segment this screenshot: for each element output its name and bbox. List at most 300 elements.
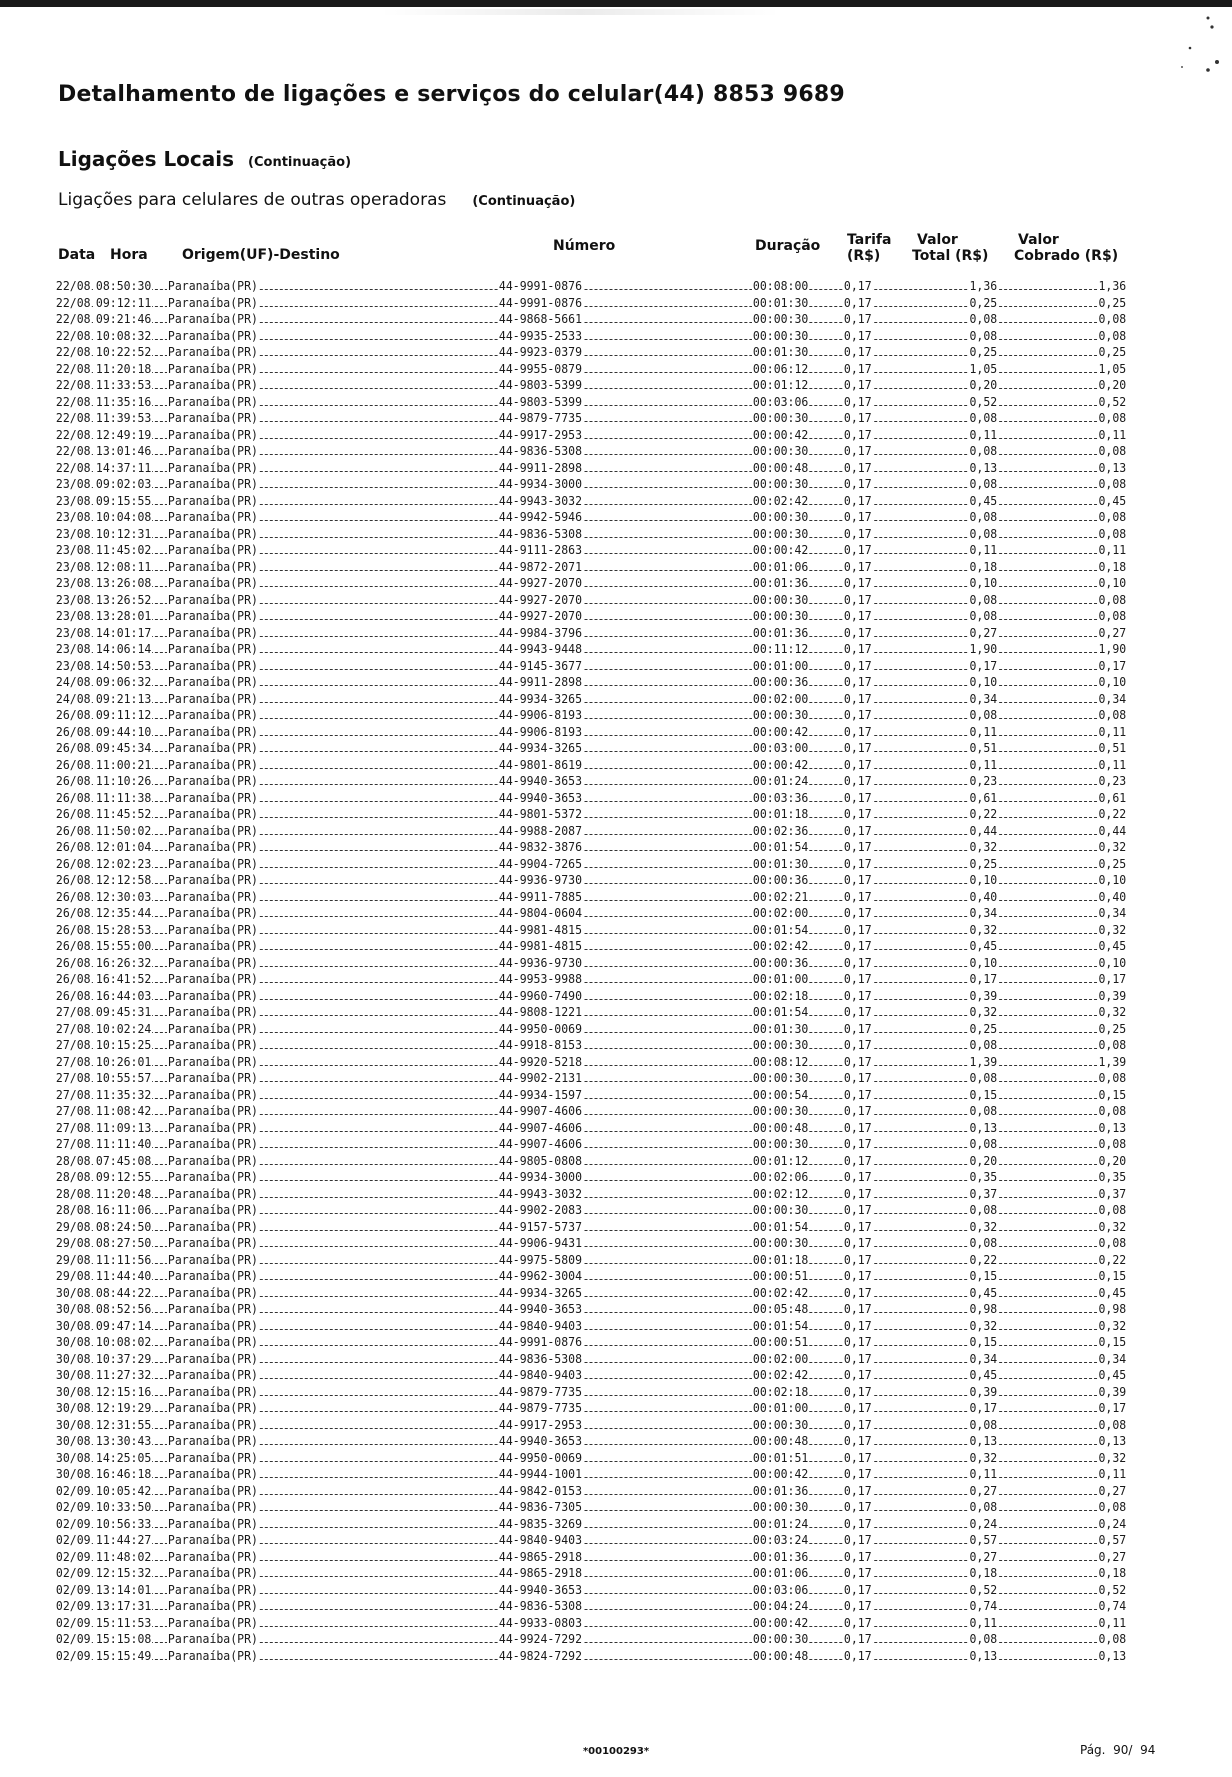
cell-hora: 12:08:11 bbox=[95, 558, 152, 574]
cell-data: 26/08 bbox=[55, 707, 91, 722]
table-row bbox=[55, 542, 1127, 559]
cell-origem: Paranaíba(PR) bbox=[167, 294, 258, 310]
cell-duracao: 00:00:42 bbox=[752, 756, 809, 772]
cell-valor-cobrado: 0,27 bbox=[1098, 1548, 1127, 1564]
cell-valor-cobrado: 0,11 bbox=[1098, 542, 1127, 557]
table-row bbox=[55, 1648, 1127, 1665]
table-row bbox=[55, 1516, 1127, 1533]
cell-duracao: 00:01:54 bbox=[752, 921, 809, 937]
cell-numero: 44-9836-5308 bbox=[498, 1350, 583, 1366]
table-row bbox=[55, 1598, 1127, 1615]
cell-tarifa: 0,17 bbox=[843, 410, 872, 425]
cell-numero: 44-9836-5308 bbox=[498, 1598, 583, 1613]
cell-numero: 44-9840-9403 bbox=[498, 1532, 583, 1547]
cell-valor-cobrado: 0,08 bbox=[1098, 525, 1127, 541]
cell-numero: 44-9940-3653 bbox=[498, 773, 583, 788]
cell-valor-total: 0,08 bbox=[969, 1070, 998, 1085]
cell-valor-total: 0,45 bbox=[969, 938, 998, 953]
table-row bbox=[55, 476, 1127, 493]
cell-duracao: 00:00:48 bbox=[752, 1119, 809, 1135]
cell-hora: 10:26:01 bbox=[95, 1053, 152, 1069]
cell-valor-cobrado: 0,08 bbox=[1098, 1103, 1127, 1118]
cell-hora: 07:45:08 bbox=[95, 1152, 152, 1168]
cell-origem: Paranaíba(PR) bbox=[167, 905, 258, 920]
cell-hora: 16:41:52 bbox=[95, 971, 152, 986]
cell-duracao: 00:01:54 bbox=[752, 1218, 809, 1234]
cell-data: 30/08 bbox=[55, 1301, 91, 1316]
cell-valor-total: 0,08 bbox=[969, 443, 998, 458]
cell-valor-cobrado: 0,45 bbox=[1098, 1284, 1127, 1300]
cell-valor-cobrado: 0,57 bbox=[1098, 1532, 1127, 1547]
table-row bbox=[55, 988, 1127, 1005]
page-sep: / bbox=[1128, 1743, 1133, 1757]
cell-numero: 44-9917-2953 bbox=[498, 426, 583, 442]
cell-tarifa: 0,17 bbox=[843, 1103, 872, 1118]
cell-valor-cobrado: 0,13 bbox=[1098, 1647, 1127, 1663]
cell-origem: Paranaíba(PR) bbox=[167, 1103, 258, 1118]
cell-numero: 44-9917-2953 bbox=[498, 1416, 583, 1432]
cell-numero: 44-9801-5372 bbox=[498, 806, 583, 821]
cell-duracao: 00:00:30 bbox=[752, 1631, 809, 1646]
cell-origem: Paranaíba(PR) bbox=[167, 1631, 258, 1646]
cell-hora: 11:20:48 bbox=[95, 1185, 152, 1201]
cell-numero: 44-9920-5218 bbox=[498, 1053, 583, 1069]
cell-origem: Paranaíba(PR) bbox=[167, 1169, 258, 1184]
cell-origem: Paranaíba(PR) bbox=[167, 1235, 258, 1250]
cell-valor-cobrado: 0,15 bbox=[1098, 1334, 1127, 1349]
cell-valor-cobrado: 0,08 bbox=[1098, 311, 1127, 326]
cell-valor-total: 0,11 bbox=[969, 426, 998, 442]
cell-data: 23/08 bbox=[55, 624, 91, 640]
col-header-hora: Hora bbox=[110, 247, 148, 263]
cell-origem: Paranaíba(PR) bbox=[167, 1136, 258, 1151]
cell-hora: 13:01:46 bbox=[95, 443, 152, 458]
table-row bbox=[55, 1615, 1127, 1632]
cell-duracao: 00:03:00 bbox=[752, 740, 809, 755]
cell-tarifa: 0,17 bbox=[843, 657, 872, 673]
cell-tarifa: 0,17 bbox=[843, 1383, 872, 1399]
cell-hora: 16:11:06 bbox=[95, 1202, 152, 1217]
cell-valor-total: 0,13 bbox=[969, 1119, 998, 1135]
cell-valor-total: 0,22 bbox=[969, 1251, 998, 1267]
cell-origem: Paranaíba(PR) bbox=[167, 377, 258, 392]
cell-tarifa: 0,17 bbox=[843, 1235, 872, 1250]
cell-tarifa: 0,17 bbox=[843, 558, 872, 574]
table-row bbox=[55, 922, 1127, 939]
cell-hora: 12:12:58 bbox=[95, 872, 152, 887]
cell-data: 29/08 bbox=[55, 1251, 91, 1267]
col-header-valor-cobrado-unit: (R$) bbox=[1084, 248, 1119, 264]
cell-tarifa: 0,17 bbox=[843, 674, 872, 689]
cell-hora: 16:44:03 bbox=[95, 987, 152, 1003]
cell-hora: 10:08:02 bbox=[95, 1334, 152, 1349]
cell-tarifa: 0,17 bbox=[843, 1317, 872, 1333]
cell-tarifa: 0,17 bbox=[843, 591, 872, 607]
cell-origem: Paranaíba(PR) bbox=[167, 690, 258, 706]
cell-numero: 44-9906-8193 bbox=[498, 723, 583, 739]
cell-hora: 11:11:38 bbox=[95, 789, 152, 805]
cell-data: 27/08 bbox=[55, 1086, 91, 1102]
cell-hora: 11:27:32 bbox=[95, 1367, 152, 1382]
cell-numero: 44-9943-9448 bbox=[498, 641, 583, 656]
cell-data: 26/08 bbox=[55, 888, 91, 904]
table-row bbox=[55, 526, 1127, 543]
cell-valor-cobrado: 0,61 bbox=[1098, 789, 1127, 805]
cell-duracao: 00:00:30 bbox=[752, 1136, 809, 1151]
cell-duracao: 00:00:30 bbox=[752, 707, 809, 722]
cell-data: 26/08 bbox=[55, 822, 91, 838]
cell-valor-total: 1,90 bbox=[969, 641, 998, 656]
cell-duracao: 00:00:36 bbox=[752, 872, 809, 887]
cell-tarifa: 0,17 bbox=[843, 756, 872, 772]
cell-data: 30/08 bbox=[55, 1416, 91, 1432]
cell-valor-cobrado: 0,45 bbox=[1098, 1367, 1127, 1382]
table-row bbox=[55, 674, 1127, 691]
cell-numero: 44-9803-5399 bbox=[498, 393, 583, 409]
cell-tarifa: 0,17 bbox=[843, 393, 872, 409]
cell-origem: Paranaíba(PR) bbox=[167, 1449, 258, 1465]
table-row bbox=[55, 905, 1127, 922]
cell-hora: 10:02:24 bbox=[95, 1020, 152, 1036]
cell-data: 28/08 bbox=[55, 1169, 91, 1184]
cell-numero: 44-9111-2863 bbox=[498, 542, 583, 557]
cell-origem: Paranaíba(PR) bbox=[167, 806, 258, 821]
cell-valor-total: 0,34 bbox=[969, 1350, 998, 1366]
cell-valor-total: 0,27 bbox=[969, 624, 998, 640]
cell-tarifa: 0,17 bbox=[843, 1466, 872, 1481]
cell-valor-total: 0,08 bbox=[969, 1631, 998, 1646]
cell-valor-total: 0,52 bbox=[969, 1581, 998, 1597]
cell-duracao: 00:01:36 bbox=[752, 1548, 809, 1564]
cell-origem: Paranaíba(PR) bbox=[167, 591, 258, 607]
cell-valor-cobrado: 0,10 bbox=[1098, 674, 1127, 689]
cell-valor-total: 0,39 bbox=[969, 987, 998, 1003]
cell-valor-cobrado: 0,11 bbox=[1098, 1466, 1127, 1481]
cell-tarifa: 0,17 bbox=[843, 327, 872, 343]
cell-valor-cobrado: 0,08 bbox=[1098, 410, 1127, 425]
cell-hora: 11:48:02 bbox=[95, 1548, 152, 1564]
table-row bbox=[55, 1483, 1127, 1500]
cell-origem: Paranaíba(PR) bbox=[167, 1152, 258, 1168]
cell-origem: Paranaíba(PR) bbox=[167, 278, 258, 293]
cell-data: 30/08 bbox=[55, 1317, 91, 1333]
cell-valor-total: 0,34 bbox=[969, 905, 998, 920]
cell-tarifa: 0,17 bbox=[843, 1268, 872, 1283]
cell-hora: 13:28:01 bbox=[95, 608, 152, 623]
cell-valor-total: 0,32 bbox=[969, 1317, 998, 1333]
table-row bbox=[55, 575, 1127, 592]
scan-top-edge bbox=[0, 0, 1232, 7]
cell-numero: 44-9805-0808 bbox=[498, 1152, 583, 1168]
cell-duracao: 00:02:42 bbox=[752, 1367, 809, 1382]
cell-data: 28/08 bbox=[55, 1202, 91, 1217]
cell-valor-total: 0,18 bbox=[969, 558, 998, 574]
table-row bbox=[55, 823, 1127, 840]
cell-hora: 09:11:12 bbox=[95, 707, 152, 722]
cell-data: 27/08 bbox=[55, 1119, 91, 1135]
cell-data: 27/08 bbox=[55, 1020, 91, 1036]
cell-valor-total: 0,45 bbox=[969, 492, 998, 508]
cell-numero: 44-9940-3653 bbox=[498, 1433, 583, 1448]
col-header-origem: Origem(UF)-Destino bbox=[182, 247, 340, 263]
cell-numero: 44-9157-5737 bbox=[498, 1218, 583, 1234]
cell-valor-total: 0,25 bbox=[969, 1020, 998, 1036]
cell-data: 26/08 bbox=[55, 773, 91, 788]
table-row bbox=[55, 872, 1127, 889]
cell-valor-total: 0,11 bbox=[969, 756, 998, 772]
cell-tarifa: 0,17 bbox=[843, 971, 872, 986]
cell-duracao: 00:00:36 bbox=[752, 674, 809, 689]
col-header-valor-cobrado-word: Cobrado bbox=[1014, 248, 1080, 264]
table-row bbox=[55, 658, 1127, 675]
cell-origem: Paranaíba(PR) bbox=[167, 393, 258, 409]
cell-data: 29/08 bbox=[55, 1268, 91, 1283]
cell-origem: Paranaíba(PR) bbox=[167, 1367, 258, 1382]
cell-origem: Paranaíba(PR) bbox=[167, 1317, 258, 1333]
cell-duracao: 00:01:12 bbox=[752, 1152, 809, 1168]
table-row bbox=[55, 641, 1127, 658]
cell-hora: 08:44:22 bbox=[95, 1284, 152, 1300]
cell-origem: Paranaíba(PR) bbox=[167, 1070, 258, 1085]
cell-hora: 11:10:26 bbox=[95, 773, 152, 788]
cell-duracao: 00:03:06 bbox=[752, 393, 809, 409]
cell-valor-total: 0,08 bbox=[969, 1499, 998, 1514]
section-continuation: (Continuação) bbox=[248, 155, 352, 170]
cell-valor-cobrado: 0,08 bbox=[1098, 707, 1127, 722]
cell-valor-total: 0,20 bbox=[969, 1152, 998, 1168]
cell-tarifa: 0,17 bbox=[843, 443, 872, 458]
cell-hora: 09:21:46 bbox=[95, 311, 152, 326]
cell-duracao: 00:01:30 bbox=[752, 344, 809, 359]
cell-hora: 11:45:02 bbox=[95, 542, 152, 557]
cell-duracao: 00:00:30 bbox=[752, 509, 809, 524]
cell-hora: 12:01:04 bbox=[95, 839, 152, 854]
cell-origem: Paranaíba(PR) bbox=[167, 344, 258, 359]
cell-duracao: 00:00:42 bbox=[752, 1614, 809, 1630]
cell-valor-total: 0,13 bbox=[969, 1433, 998, 1448]
cell-valor-cobrado: 0,08 bbox=[1098, 443, 1127, 458]
cell-duracao: 00:01:18 bbox=[752, 806, 809, 821]
cell-valor-total: 0,52 bbox=[969, 393, 998, 409]
cell-tarifa: 0,17 bbox=[843, 1301, 872, 1316]
cell-origem: Paranaíba(PR) bbox=[167, 641, 258, 656]
cell-numero: 44-9940-3653 bbox=[498, 1581, 583, 1597]
cell-data: 30/08 bbox=[55, 1350, 91, 1366]
cell-tarifa: 0,17 bbox=[843, 1070, 872, 1085]
cell-hora: 09:44:10 bbox=[95, 723, 152, 739]
cell-hora: 09:45:31 bbox=[95, 1004, 152, 1019]
cell-valor-cobrado: 0,34 bbox=[1098, 690, 1127, 706]
cell-tarifa: 0,17 bbox=[843, 1037, 872, 1052]
table-row bbox=[55, 806, 1127, 823]
cell-data: 26/08 bbox=[55, 938, 91, 953]
cell-numero: 44-9940-3653 bbox=[498, 1301, 583, 1316]
cell-data: 27/08 bbox=[55, 1037, 91, 1052]
cell-numero: 44-9911-2898 bbox=[498, 674, 583, 689]
cell-hora: 12:19:29 bbox=[95, 1400, 152, 1415]
cell-duracao: 00:03:06 bbox=[752, 1581, 809, 1597]
section-name: Ligações Locais bbox=[58, 147, 235, 171]
cell-origem: Paranaíba(PR) bbox=[167, 410, 258, 425]
cell-numero: 44-9868-5661 bbox=[498, 311, 583, 326]
cell-valor-cobrado: 0,32 bbox=[1098, 1449, 1127, 1465]
cell-tarifa: 0,17 bbox=[843, 1532, 872, 1547]
cell-duracao: 00:00:30 bbox=[752, 1235, 809, 1250]
cell-valor-total: 0,17 bbox=[969, 971, 998, 986]
cell-duracao: 00:02:42 bbox=[752, 492, 809, 508]
cell-duracao: 00:00:48 bbox=[752, 1647, 809, 1663]
cell-hora: 08:52:56 bbox=[95, 1301, 152, 1316]
cell-numero: 44-9955-0879 bbox=[498, 360, 583, 376]
cell-hora: 15:15:49 bbox=[95, 1647, 152, 1663]
cell-numero: 44-9936-9730 bbox=[498, 872, 583, 887]
cell-duracao: 00:00:42 bbox=[752, 1466, 809, 1481]
cell-data: 30/08 bbox=[55, 1383, 91, 1399]
cell-valor-total: 0,10 bbox=[969, 872, 998, 887]
cell-valor-total: 1,36 bbox=[969, 278, 998, 293]
cell-tarifa: 0,17 bbox=[843, 905, 872, 920]
cell-origem: Paranaíba(PR) bbox=[167, 1268, 258, 1283]
cell-tarifa: 0,17 bbox=[843, 723, 872, 739]
cell-duracao: 00:01:12 bbox=[752, 377, 809, 392]
cell-valor-cobrado: 0,27 bbox=[1098, 624, 1127, 640]
cell-data: 28/08 bbox=[55, 1185, 91, 1201]
cell-data: 23/08 bbox=[55, 492, 91, 508]
cell-numero: 44-9842-0153 bbox=[498, 1482, 583, 1498]
cell-valor-total: 0,08 bbox=[969, 311, 998, 326]
cell-valor-cobrado: 1,90 bbox=[1098, 641, 1127, 656]
cell-numero: 44-9936-9730 bbox=[498, 954, 583, 970]
cell-data: 22/08 bbox=[55, 311, 91, 326]
cell-duracao: 00:00:42 bbox=[752, 426, 809, 442]
cell-data: 26/08 bbox=[55, 839, 91, 854]
cell-hora: 11:50:02 bbox=[95, 822, 152, 838]
table-row bbox=[55, 410, 1127, 427]
cell-valor-cobrado: 0,18 bbox=[1098, 1565, 1127, 1580]
cell-hora: 10:15:25 bbox=[95, 1037, 152, 1052]
cell-tarifa: 0,17 bbox=[843, 1119, 872, 1135]
table-row bbox=[55, 1565, 1127, 1582]
cell-data: 23/08 bbox=[55, 558, 91, 574]
cell-origem: Paranaíba(PR) bbox=[167, 789, 258, 805]
cell-data: 24/08 bbox=[55, 674, 91, 689]
table-row bbox=[55, 1367, 1127, 1384]
cell-data: 30/08 bbox=[55, 1433, 91, 1448]
cell-hora: 12:15:16 bbox=[95, 1383, 152, 1399]
cell-hora: 15:15:08 bbox=[95, 1631, 152, 1646]
cell-numero: 44-9902-2131 bbox=[498, 1070, 583, 1085]
table-row bbox=[55, 1549, 1127, 1566]
cell-valor-cobrado: 0,20 bbox=[1098, 377, 1127, 392]
cell-origem: Paranaíba(PR) bbox=[167, 707, 258, 722]
cell-tarifa: 0,17 bbox=[843, 278, 872, 293]
table-row bbox=[55, 1334, 1127, 1351]
table-row bbox=[55, 790, 1127, 807]
cell-hora: 16:26:32 bbox=[95, 954, 152, 970]
cell-valor-cobrado: 0,08 bbox=[1098, 1631, 1127, 1646]
cell-duracao: 00:00:30 bbox=[752, 525, 809, 541]
cell-numero: 44-9804-0604 bbox=[498, 905, 583, 920]
cell-tarifa: 0,17 bbox=[843, 509, 872, 524]
cell-valor-cobrado: 0,08 bbox=[1098, 608, 1127, 623]
cell-duracao: 00:01:30 bbox=[752, 855, 809, 871]
cell-origem: Paranaíba(PR) bbox=[167, 360, 258, 376]
cell-valor-cobrado: 0,17 bbox=[1098, 1400, 1127, 1415]
table-row bbox=[55, 344, 1127, 361]
cell-valor-cobrado: 0,08 bbox=[1098, 476, 1127, 491]
cell-numero: 44-9942-5946 bbox=[498, 509, 583, 524]
cell-duracao: 00:00:30 bbox=[752, 1037, 809, 1052]
cell-data: 26/08 bbox=[55, 740, 91, 755]
cell-valor-cobrado: 1,39 bbox=[1098, 1053, 1127, 1069]
cell-duracao: 00:00:30 bbox=[752, 476, 809, 491]
cell-valor-cobrado: 0,98 bbox=[1098, 1301, 1127, 1316]
cell-data: 30/08 bbox=[55, 1367, 91, 1382]
cell-origem: Paranaíba(PR) bbox=[167, 1532, 258, 1547]
cell-hora: 09:12:55 bbox=[95, 1169, 152, 1184]
cell-data: 26/08 bbox=[55, 921, 91, 937]
cell-hora: 10:37:29 bbox=[95, 1350, 152, 1366]
cell-data: 02/09 bbox=[55, 1532, 91, 1547]
cell-valor-total: 0,08 bbox=[969, 1037, 998, 1052]
cell-hora: 12:35:44 bbox=[95, 905, 152, 920]
col-header-valor-total-label: Valor bbox=[917, 232, 958, 248]
cell-data: 27/08 bbox=[55, 1053, 91, 1069]
cell-valor-total: 0,08 bbox=[969, 608, 998, 623]
cell-duracao: 00:00:36 bbox=[752, 954, 809, 970]
cell-valor-total: 1,05 bbox=[969, 360, 998, 376]
cell-valor-cobrado: 0,51 bbox=[1098, 740, 1127, 755]
cell-numero: 44-9803-5399 bbox=[498, 377, 583, 392]
cell-duracao: 00:00:30 bbox=[752, 410, 809, 425]
cell-valor-cobrado: 0,52 bbox=[1098, 1581, 1127, 1597]
cell-data: 02/09 bbox=[55, 1581, 91, 1597]
cell-valor-total: 0,08 bbox=[969, 1235, 998, 1250]
cell-tarifa: 0,17 bbox=[843, 311, 872, 326]
table-row bbox=[55, 1136, 1127, 1153]
cell-tarifa: 0,17 bbox=[843, 1449, 872, 1465]
table-row bbox=[55, 955, 1127, 972]
cell-duracao: 00:01:54 bbox=[752, 839, 809, 854]
cell-data: 26/08 bbox=[55, 806, 91, 821]
cell-valor-cobrado: 0,39 bbox=[1098, 987, 1127, 1003]
cell-origem: Paranaíba(PR) bbox=[167, 1383, 258, 1399]
cell-valor-total: 0,32 bbox=[969, 1449, 998, 1465]
cell-numero: 44-9907-4606 bbox=[498, 1103, 583, 1118]
cell-numero: 44-9950-0069 bbox=[498, 1020, 583, 1036]
cell-duracao: 00:02:42 bbox=[752, 938, 809, 953]
cell-origem: Paranaíba(PR) bbox=[167, 987, 258, 1003]
cell-numero: 44-9934-1597 bbox=[498, 1086, 583, 1102]
cell-valor-cobrado: 0,24 bbox=[1098, 1515, 1127, 1531]
cell-duracao: 00:00:48 bbox=[752, 1433, 809, 1448]
cell-valor-total: 0,08 bbox=[969, 410, 998, 425]
cell-origem: Paranaíba(PR) bbox=[167, 773, 258, 788]
cell-tarifa: 0,17 bbox=[843, 641, 872, 656]
cell-numero: 44-9911-2898 bbox=[498, 459, 583, 475]
cell-origem: Paranaíba(PR) bbox=[167, 1466, 258, 1481]
cell-origem: Paranaíba(PR) bbox=[167, 657, 258, 673]
cell-data: 26/08 bbox=[55, 905, 91, 920]
cell-valor-cobrado: 0,11 bbox=[1098, 1614, 1127, 1630]
cell-data: 02/09 bbox=[55, 1598, 91, 1613]
cell-valor-cobrado: 0,52 bbox=[1098, 393, 1127, 409]
cell-data: 23/08 bbox=[55, 575, 91, 590]
cell-origem: Paranaíba(PR) bbox=[167, 608, 258, 623]
table-row bbox=[55, 1120, 1127, 1137]
cell-tarifa: 0,17 bbox=[843, 360, 872, 376]
table-row bbox=[55, 1400, 1127, 1417]
